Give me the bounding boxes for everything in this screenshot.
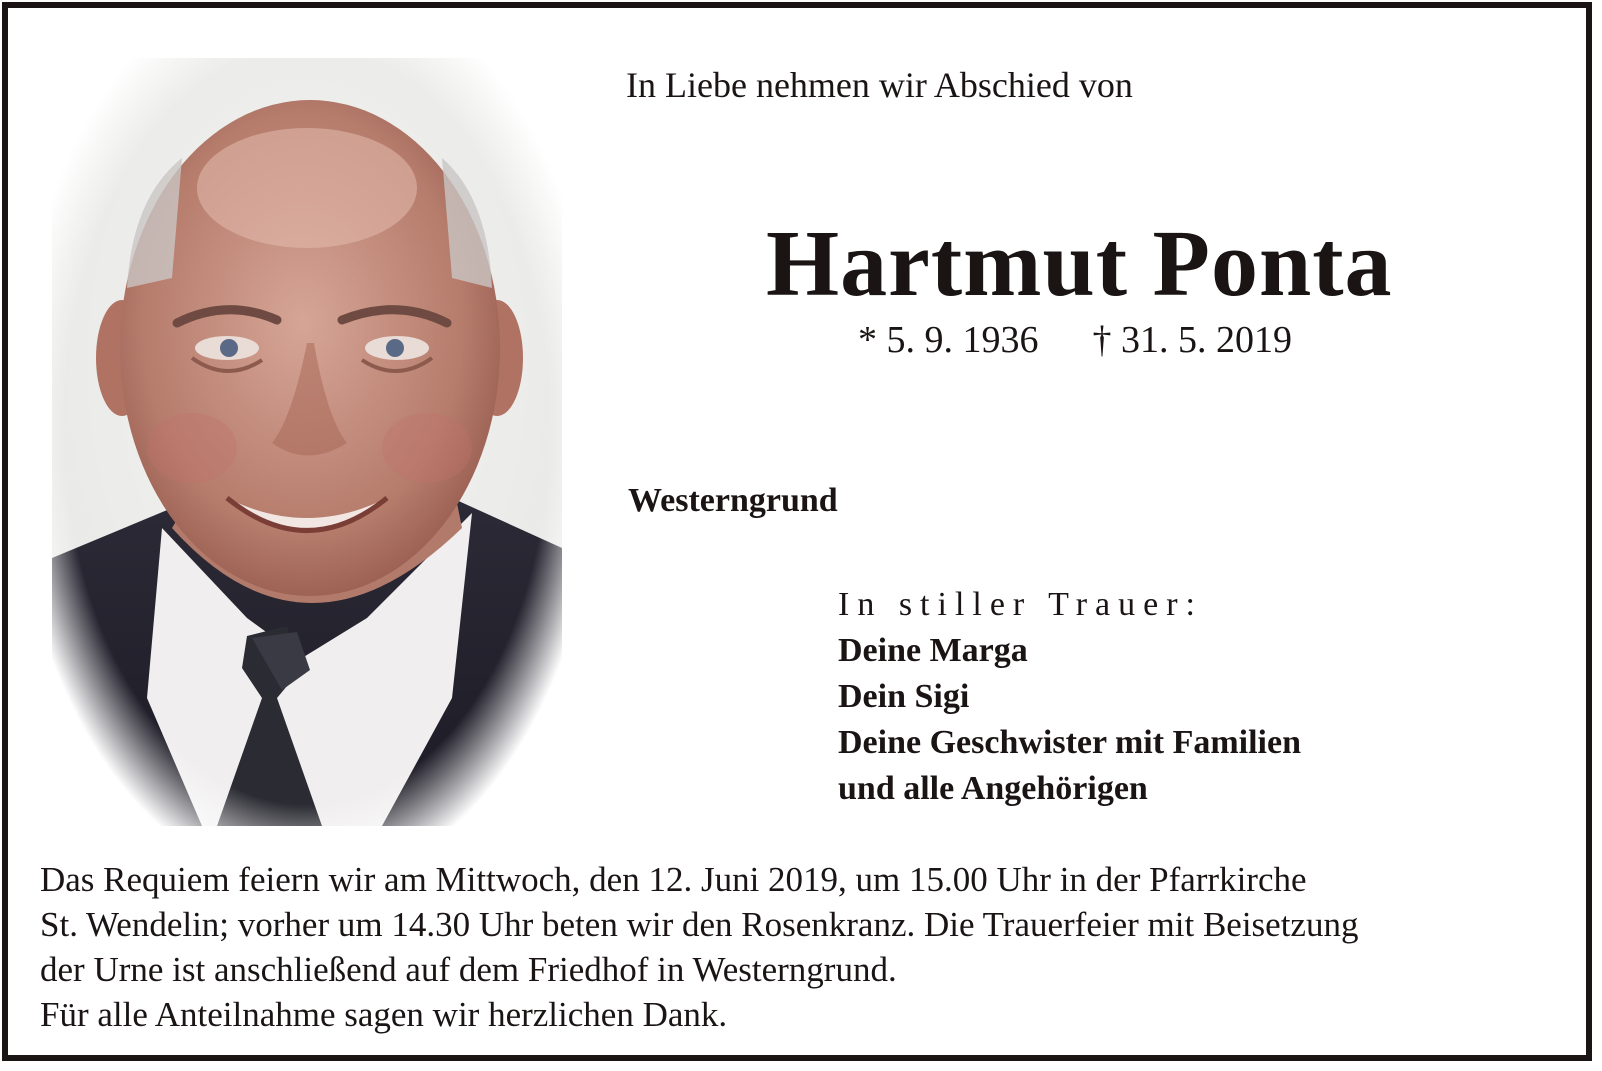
funeral-details-line: Das Requiem feiern wir am Mittwoch, den 12. Juni 2019, um 15.00 Uhr in der Pfarrkirche xyxy=(40,860,1307,899)
hometown: Westerngrund xyxy=(628,482,838,519)
mourner-entry: Deine Geschwister mit Familien xyxy=(838,724,1302,761)
life-dates xyxy=(858,318,1292,362)
death-date: † 31. 5. 2019 xyxy=(1092,319,1292,361)
farewell-intro: In Liebe nehmen wir Abschied von xyxy=(626,65,1133,105)
mourner-entry: Deine Marga xyxy=(838,632,1028,669)
funeral-details-line: der Urne ist anschließend auf dem Friedhof in Westerngrund. xyxy=(40,950,897,989)
funeral-details xyxy=(40,857,1570,1037)
mourners-heading: In stiller Trauer: xyxy=(838,586,1203,623)
mourners-block xyxy=(838,582,1301,812)
deceased-name: Hartmut Ponta xyxy=(766,212,1393,316)
mourner-entry: Dein Sigi xyxy=(838,678,970,715)
funeral-details-line: St. Wendelin; vorher um 14.30 Uhr beten wir den Rosenkranz. Die Trauerfeier mit Beisetzung xyxy=(40,905,1359,944)
funeral-details-line: Für alle Anteilnahme sagen wir herzlichen Dank. xyxy=(40,995,728,1034)
birth-date: * 5. 9. 1936 xyxy=(858,319,1039,361)
portrait-photo xyxy=(52,58,562,826)
mourner-entry: und alle Angehörigen xyxy=(838,770,1148,807)
